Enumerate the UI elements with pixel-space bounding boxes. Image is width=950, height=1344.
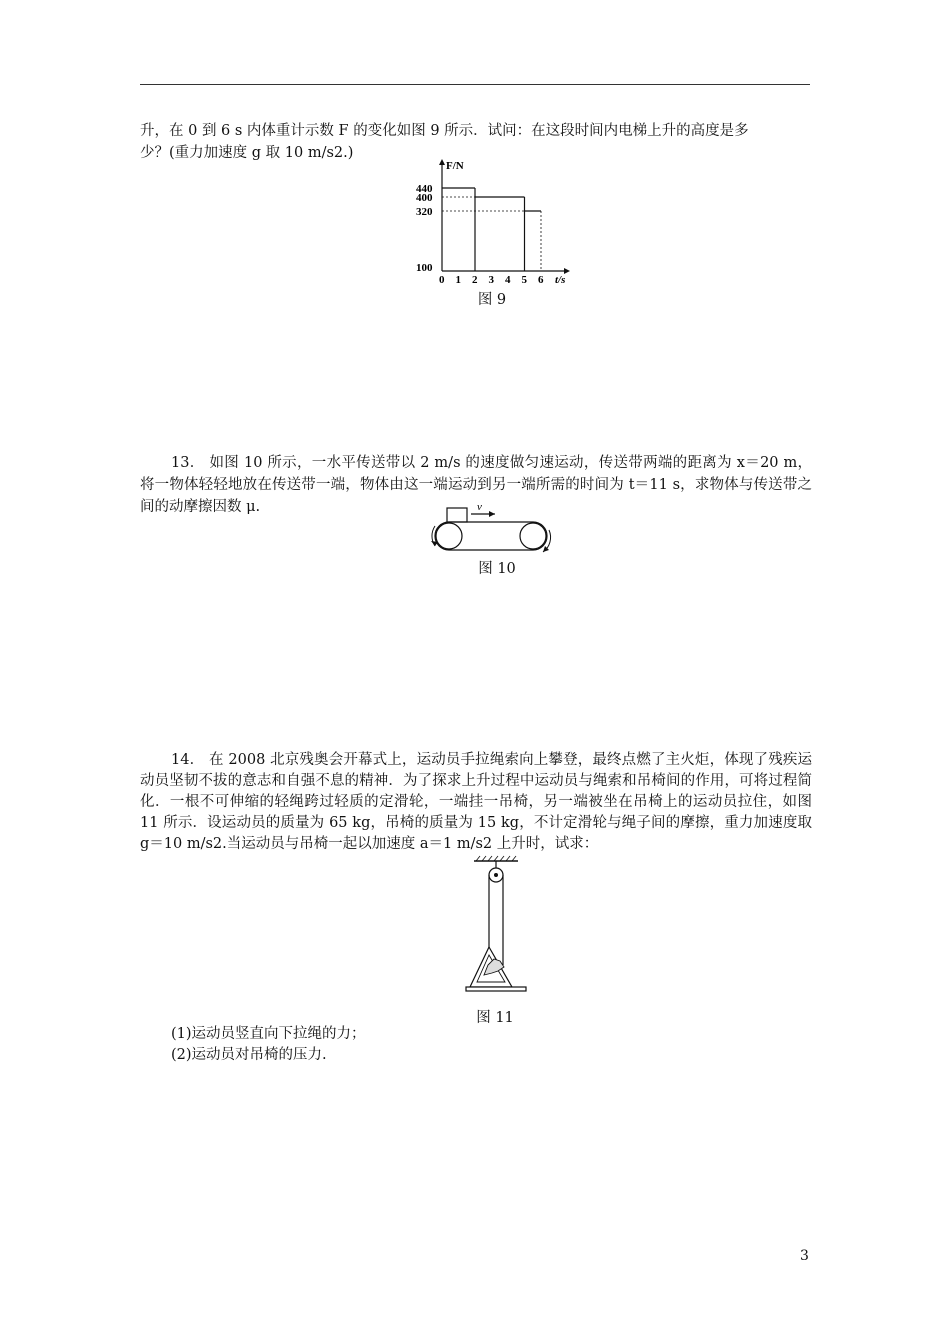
velocity-label: v — [477, 501, 482, 513]
q13-text: 13． 如图 10 所示，一水平传送带以 2 m/s 的速度做匀速运动，传送带两端的距离为 x＝20 m，将一物体轻轻地放在传送带一端，物体由这一端运动到另一端所需的时间为 t＝11 s，求物体与传送带之间的动摩擦因数 μ. — [140, 455, 812, 515]
y-tick-label: 440 — [416, 183, 433, 195]
pulley-axle — [494, 873, 498, 877]
figure-11-pulley — [460, 855, 540, 995]
right-pulley — [520, 523, 546, 549]
block — [447, 508, 467, 522]
x-tick-label: 1 — [455, 274, 461, 286]
velocity-arrowhead — [489, 511, 495, 517]
y-tick-label: 400 — [416, 192, 433, 204]
x-tick-label: 0 — [439, 274, 445, 286]
x-tick-label: 5 — [521, 274, 527, 286]
page-number: 3 — [800, 1248, 809, 1264]
y-tick-label: 100 — [416, 262, 433, 274]
x-tick-label: 3 — [488, 274, 494, 286]
figure-10-conveyor — [425, 500, 565, 558]
figure-11-caption: 图 11 — [476, 1010, 514, 1026]
x-tick-label: 6 — [538, 274, 544, 286]
figure-9-chart — [410, 155, 580, 290]
q14-item1: (1)运动员竖直向下拉绳的力； — [171, 1026, 366, 1042]
x-tick-label: 2 — [472, 274, 478, 286]
chair-seat — [466, 987, 526, 991]
q14-text: 14． 在 2008 北京残奥会开幕式上，运动员手拉绳索向上攀登，最终点燃了主火炬，体现了残疾运动员坚韧不拔的意志和自强不息的精神．为了探求上升过程中运动员与绳索和吊椅间的作用，可将过程简化．一根不可伸缩的轻绳跨过轻质的定滑轮，一端挂一吊椅，另一端被坐在吊椅上的运动员拉住，如图 11 所示．设运动员的质量为 65 kg，吊椅的质量为 15 kg，不计定滑轮与绳子间的摩擦，重力加速度取 g＝10 m/s2.当运动员与吊椅一起以加速度 a＝1 m/s2 上升时，试求： — [140, 752, 812, 852]
q14-item2: (2)运动员对吊椅的压力. — [171, 1047, 327, 1063]
x-tick-label: 4 — [505, 274, 511, 286]
y-tick-label: 320 — [416, 206, 433, 218]
left-pulley — [436, 523, 462, 549]
header-rule — [140, 84, 810, 85]
y-axis-label: F/N — [446, 160, 464, 172]
figure-10-caption: 图 10 — [478, 561, 516, 577]
q12-line1: 升，在 0 到 6 s 内体重计示数 F 的变化如图 9 所示．试问：在这段时间内电梯上升的高度是多 — [140, 123, 749, 139]
figure-9-caption: 图 9 — [477, 292, 507, 308]
q12-line2: 少？(重力加速度 g 取 10 m/s2.) — [140, 145, 354, 161]
x-axis-label: t/s — [555, 274, 566, 286]
y-axis-arrow — [439, 159, 445, 165]
